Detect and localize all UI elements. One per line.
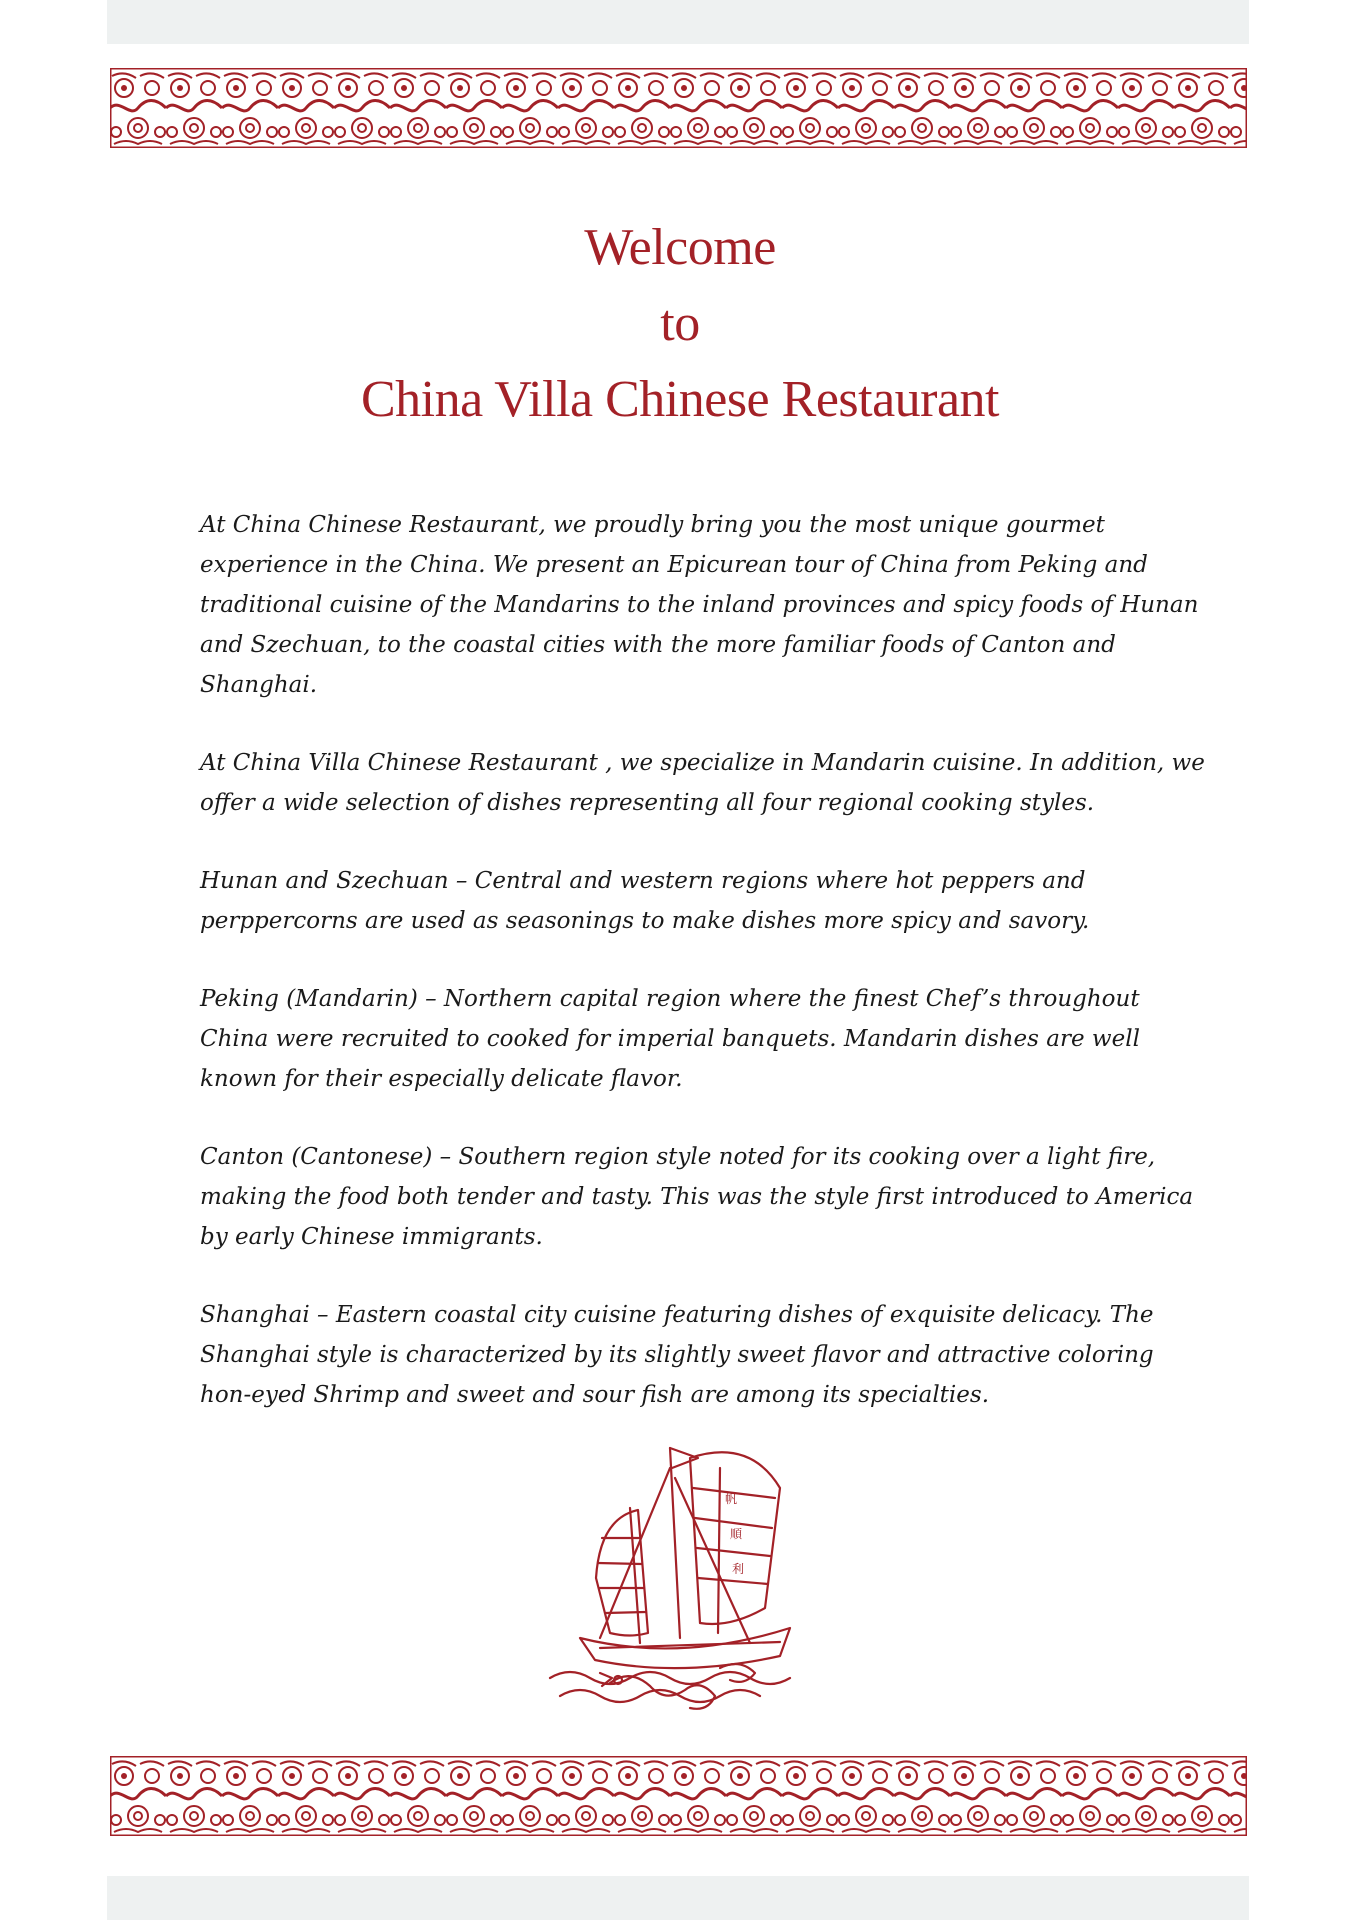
peking-paragraph: Peking (Mandarin) – Northern capital region where the finest Chef’s throughout China were recruited to cooked for imperial banquets. Mandarin dishes are well known for their especially delicate flavor.	[200, 986, 1140, 1092]
svg-text:利: 利	[732, 1562, 745, 1576]
specialty-paragraph: At China Villa Chinese Restaurant , we specialize in Mandarin cuisine. In addition, we offer a wide selection of dishes representing all four regional cooking styles.	[200, 750, 1205, 816]
intro-paragraph: At China Chinese Restaurant, we proudly bring you the most unique gourmet experience in the China. We present an Epicurean tour of China from Peking and traditional cuisine of the Mandarins to the inland provinces and spicy foods of Hunan and Szechuan, to the coastal cities with the more familiar foods of Canton and Shanghai.	[200, 512, 1199, 698]
title-welcome: Welcome	[584, 219, 776, 276]
title-to: to	[660, 295, 700, 352]
welcome-title	[180, 210, 1180, 438]
shanghai-paragraph: Shanghai – Eastern coastal city cuisine featuring dishes of exquisite delicacy. The Shanghai style is characterized by its slightly sweet flavor and attractive coloring hon-eyed Shrimp and sweet and sour fish are among its specialties.	[200, 1302, 1154, 1408]
svg-text:帆: 帆	[725, 1492, 738, 1506]
chinese-junk-ship-illustration	[540, 1428, 820, 1718]
floral-border-top	[110, 68, 1247, 148]
menu-introduction	[200, 505, 1210, 1453]
canton-paragraph: Canton (Cantonese) – Southern region style noted for its cooking over a light fire, making the food both tender and tasty. This was the style first introduced to America by early Chinese immigrants.	[200, 1144, 1194, 1250]
page-margin-bottom	[107, 1876, 1249, 1920]
page-margin-top	[107, 0, 1249, 44]
svg-text:順: 順	[730, 1527, 743, 1541]
floral-border-bottom	[110, 1756, 1247, 1836]
hunan-szechuan-paragraph: Hunan and Szechuan – Central and western regions where hot peppers and perppercorns are used as seasonings to make dishes more spicy and savory.	[200, 868, 1090, 934]
title-restaurant-name: China Villa Chinese Restaurant	[360, 371, 1000, 428]
